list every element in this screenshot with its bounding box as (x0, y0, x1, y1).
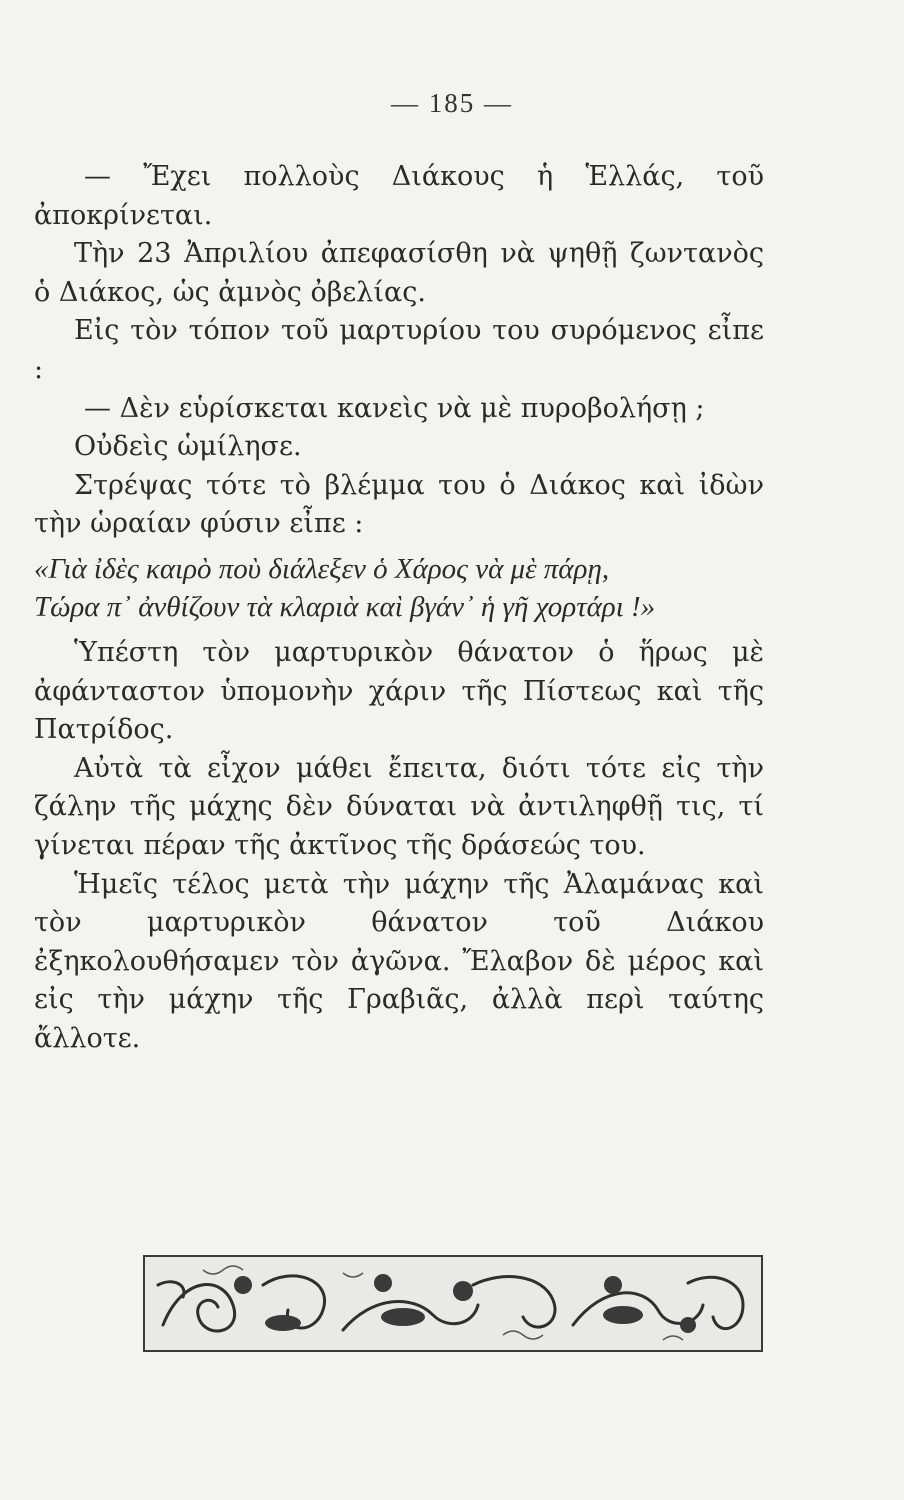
verse-quote (34, 550, 764, 626)
floral-cherub-tailpiece-icon (143, 1255, 763, 1352)
paragraph-reply: — Ἔχει πολλοὺς Διάκους ἡ Ἑλλάς, τοῦ ἀποκρίνεται. (34, 161, 764, 231)
paragraph-conclusion: Ἡμεῖς τέλος μετὰ τὴν μάχην τῆς Ἀλαμάνας καὶ τὸν μαρτυρικὸν θάνατον τοῦ Διάκου ἐξηκολουθήσαμεν τὸν ἀγῶνα. Ἔλαβον δὲ μέρος καὶ εἰς τὴν μάχην τῆς Γραβιᾶς, ἀλλὰ περὶ ταύτης ἄλλοτε. (34, 868, 764, 1054)
paragraph-question: — Δὲν εὑρίσκεται κανεὶς νὰ μὲ πυροβολήσῃ ; (84, 392, 705, 424)
paragraph-silence: Οὐδεὶς ὡμίλησε. (74, 431, 302, 463)
verse-line-1: «Γιὰ ἰδὲς καιρὸ ποὺ διάλεξεν ὁ Χάρος νὰ μὲ πάρῃ, (34, 552, 610, 585)
verse-line-2: Τώρα π᾽ ἀνθίζουν τὰ κλαριὰ καὶ βγάν᾽ ἡ γῆ χορτάρι !» (34, 590, 656, 623)
page-number: — 185 — (391, 88, 513, 118)
paragraph-learned: Αὐτὰ τὰ εἶχον μάθει ἔπειτα, διότι τότε εἰς τὴν ζάλην τῆς μάχης δὲν δύναται νὰ ἀντιληφθῇ τις, τί γίνεται πέραν τῆς ἀκτῖνος τῆς δράσεώς του. (34, 752, 764, 861)
paragraph-sentence: Τὴν 23 Ἀπριλίου ἀπεφασίσθη νὰ ψηθῇ ζωντανὸς ὁ Διάκος, ὡς ἀμνὸς ὀβελίας. (34, 238, 764, 308)
paragraph-martyrdom-place: Εἰς τὸν τόπον τοῦ μαρτυρίου του συρόμενος εἶπε : (34, 315, 764, 385)
paragraph-death: Ὑπέστη τὸν μαρτυρικὸν θάνατον ὁ ἥρως μὲ ἀφάνταστον ὑπομονὴν χάριν τῆς Πίστεως καὶ τῆς Πατρίδος. (34, 636, 764, 746)
paragraph-gaze: Στρέψας τότε τὸ βλέμμα του ὁ Διάκος καὶ ἰδὼν τὴν ὡραίαν φύσιν εἶπε : (34, 469, 764, 540)
body-text (34, 158, 764, 1058)
